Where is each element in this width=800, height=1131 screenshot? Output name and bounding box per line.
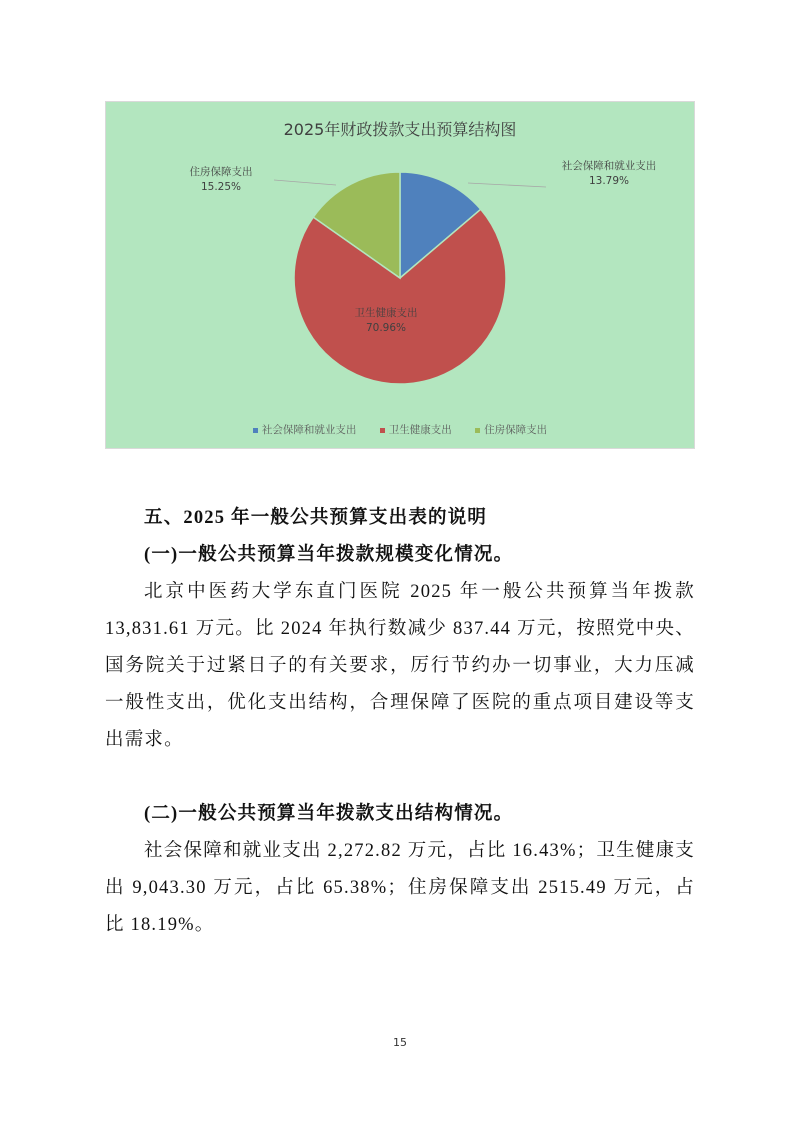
data-label-percent: 15.25% (200, 181, 242, 193)
subsection-body-2: 社会保障和就业支出 2,272.82 万元，占比 16.43%；卫生健康支出 9,043.30 万元，占比 65.38%；住房保障支出 2515.49 万元，占比 18.19%。 (105, 841, 695, 935)
legend-swatch-icon (253, 428, 258, 433)
subsection-heading-2: (二)一般公共预算当年拨款支出结构情况。 (144, 804, 514, 824)
legend-label: 卫生健康支出 (388, 424, 452, 436)
data-label-percent: 13.79% (588, 175, 630, 187)
legend-swatch-icon (380, 428, 385, 433)
data-label-name: 住房保障支出 (189, 166, 253, 178)
data-label-social-security (539, 159, 679, 189)
legend-label: 社会保障和就业支出 (261, 424, 357, 436)
leader-line-social-security (468, 183, 546, 187)
chart-title: 2025年财政拨款支出预算结构图 (283, 120, 517, 139)
page-number: 15 (393, 1036, 407, 1049)
legend-item-social-security (253, 422, 357, 437)
data-label-name: 卫生健康支出 (354, 307, 418, 319)
pie-chart-graphic (106, 102, 696, 450)
subsection-body-1: 北京中医药大学东直门医院 2025 年一般公共预算当年拨款 13,831.61 万元。比 2024 年执行数减少 837.44 万元，按照党中央、国务院关于过紧日子的有关要求，厉行节约办一切事业，大力压减一般性支出，优化支出结构，合理保障了医院的重点项目建设等支出需求。 (105, 582, 695, 750)
data-label-percent: 70.96% (365, 322, 407, 334)
data-label-name: 社会保障和就业支出 (561, 160, 657, 172)
pie-chart (105, 101, 695, 449)
chart-legend (106, 422, 694, 437)
legend-item-housing (475, 422, 547, 437)
legend-label: 住房保障支出 (484, 424, 548, 436)
section-heading: 五、2025 年一般公共预算支出表的说明 (144, 508, 488, 528)
legend-item-health (380, 422, 452, 437)
legend-swatch-icon (475, 428, 480, 433)
data-label-health (331, 306, 441, 336)
subsection-heading-1: (一)一般公共预算当年拨款规模变化情况。 (144, 545, 514, 565)
leader-line-housing (274, 180, 336, 185)
data-label-housing (161, 165, 281, 195)
